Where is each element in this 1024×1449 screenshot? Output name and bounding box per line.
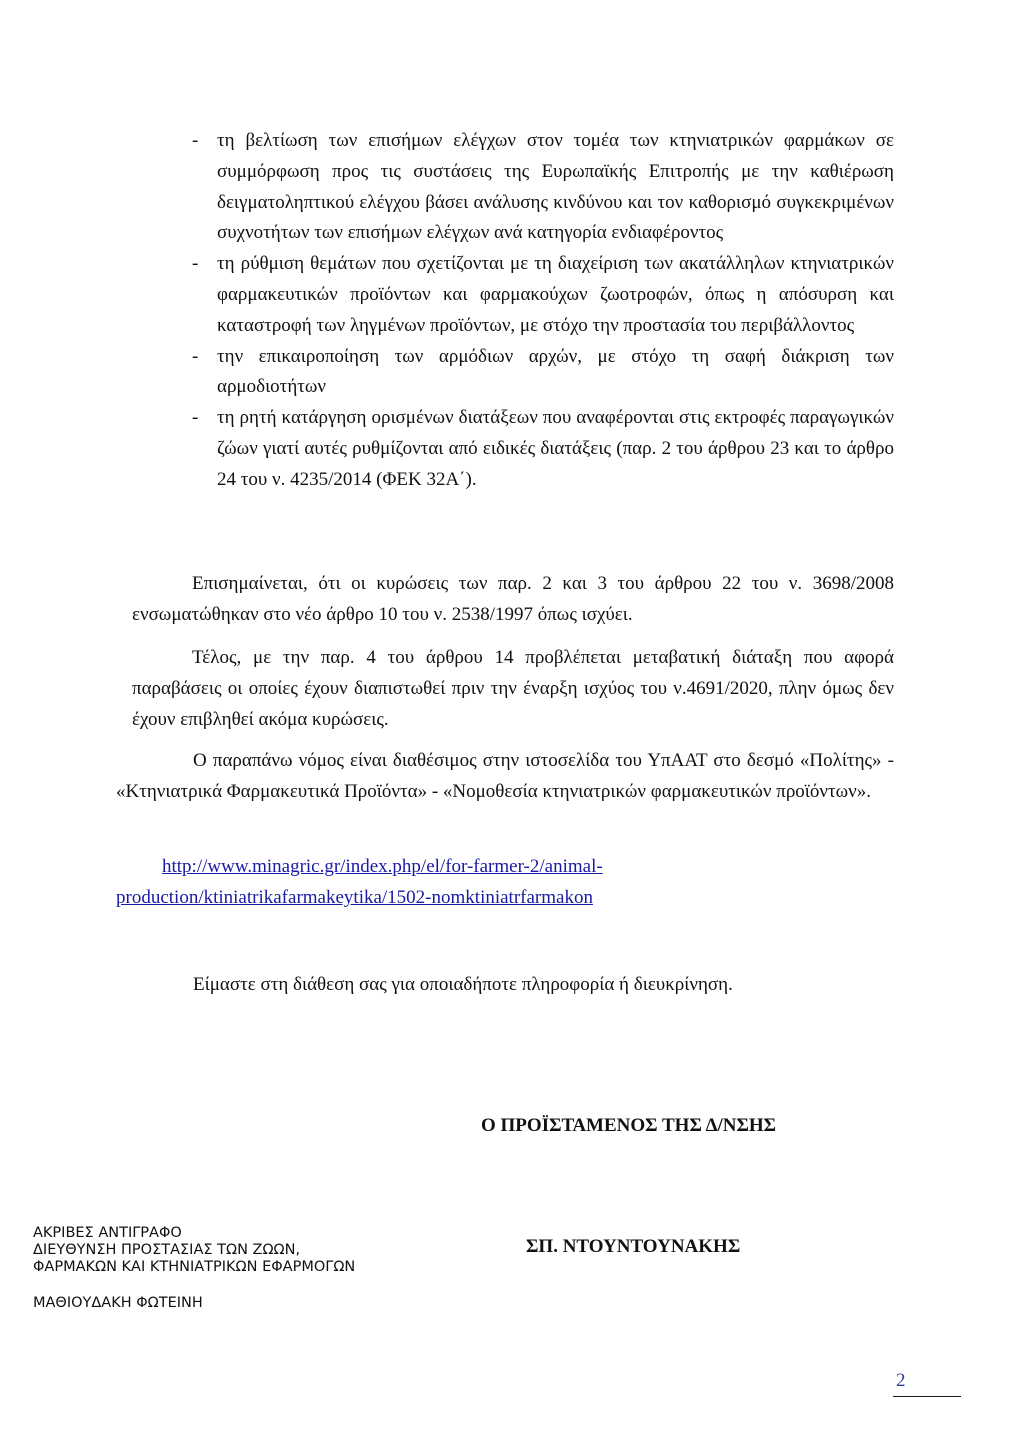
legislation-link (116, 851, 716, 913)
closing-sentence: Είμαστε στη διάθεση σας για οποιαδήποτε πληροφορία ή διευκρίνηση. (193, 974, 733, 995)
bullet-text: τη βελτίωση των επισήμων ελέγχων στον τομέα των κτηνιατρικών φαρμάκων σε συμμόρφωση προς τις συστάσεις της Ευρωπαϊκής Επιτροπής με την καθιέρωση δειγματοληπτικού ελέγχου βάσει ανάλυσης κινδύνου και τον καθορισμό συγκεκριμένων συχνοτήτων των επισήμων ελέγχων ανά κατηγορία ενδιαφέροντος (217, 130, 894, 244)
bullet-dash: - (192, 253, 199, 275)
certified-copy-block (33, 1225, 355, 1312)
bullet-dash: - (192, 130, 199, 151)
page-number-underline (893, 1396, 961, 1397)
bullet-item (192, 403, 894, 495)
signature-name: ΣΠ. ΝΤΟΥΝΤΟΥΝΑΚΗΣ (526, 1236, 741, 1257)
bullet-list (192, 126, 894, 496)
bullet-text: την επικαιροποίηση των αρμόδιων αρχών, με στόχο τη σαφή διάκριση των αρμοδιοτήτων (217, 345, 894, 398)
paragraph-availability-text: Ο παραπάνω νόμος είναι διαθέσιμος στην ιστοσελίδα του ΥπΑΑΤ στο δεσμό «Πολίτης» - «Κτηνιατρικά Φαρμακευτικά Προϊόντα» - «Νομοθεσία κτηνιατρικών φαρμακευτικών προϊόντων». (116, 750, 894, 802)
bullet-item (192, 126, 894, 249)
signature-title: Ο ΠΡΟΪΣΤΑΜΕΝΟΣ ΤΗΣ Δ/ΝΣΗΣ (481, 1115, 777, 1136)
legislation-link-line1[interactable]: http://www.minagric.gr/index.php/el/for-farmer-2/animal- (162, 856, 603, 877)
legislation-link-line2[interactable]: production/ktiniatrikafarmakeytika/1502-nomktiniatrfarmakon (116, 887, 593, 908)
bullet-dash: - (192, 345, 199, 367)
bullet-text: τη ρητή κατάργηση ορισμένων διατάξεων που αναφέρονται στις εκτροφές παραγωγικών ζώων γιατί αυτές ρυθμίζονται από ειδικές διατάξεις (παρ. 2 του άρθρου 23 και το άρθρο 24 του ν. 4235/2014 (ΦΕΚ 32Α΄). (217, 407, 894, 490)
bullet-item (192, 342, 894, 404)
paragraph-availability (116, 746, 894, 808)
paragraph-transitional (132, 643, 894, 735)
certified-copy-department: ΔΙΕΥΘΥΝΣΗ ΠΡΟΣΤΑΣΙΑΣ ΤΩΝ ΖΩΩΝ, (33, 1242, 301, 1258)
certified-copy-department-cont: ΦΑΡΜΑΚΩΝ ΚΑΙ ΚΤΗΝΙΑΤΡΙΚΩΝ ΕΦΑΡΜΟΓΩΝ (33, 1259, 356, 1275)
paragraph-sanctions (132, 569, 894, 631)
paragraph-transitional-text: Τέλος, με την παρ. 4 του άρθρου 14 προβλέπεται μεταβατική διάταξη που αφορά παραβάσεις οι οποίες έχουν διαπιστωθεί πριν την έναρξη ισχύος του ν.4691/2020, πλην όμως δεν έχουν επιβληθεί ακόμα κυρώσεις. (132, 647, 894, 730)
bullet-text: τη ρύθμιση θεμάτων που σχετίζονται με τη διαχείριση των ακατάλληλων κτηνιατρικών φαρμακευτικών προϊόντων και φαρμακούχων ζωοτροφών, όπως η απόσυρση και καταστροφή των ληγμένων προϊόντων, με στόχο την προστασία του περιβάλλοντος (217, 253, 894, 336)
bullet-dash: - (192, 407, 199, 429)
certified-copy-signer: ΜΑΘΙΟΥΔΑΚΗ ΦΩΤΕΙΝΗ (33, 1295, 203, 1311)
paragraph-sanctions-text: Επισημαίνεται, ότι οι κυρώσεις των παρ. 2 και 3 του άρθρου 22 του ν. 3698/2008 ενσωματώθηκαν στο νέο άρθρο 10 του ν. 2538/1997 όπως ισχύει. (132, 573, 894, 625)
bullet-item (192, 249, 894, 341)
certified-copy-label: ΑΚΡΙΒΕΣ ΑΝΤΙΓΡΑΦΟ (33, 1225, 182, 1241)
page-number: 2 (896, 1370, 906, 1391)
